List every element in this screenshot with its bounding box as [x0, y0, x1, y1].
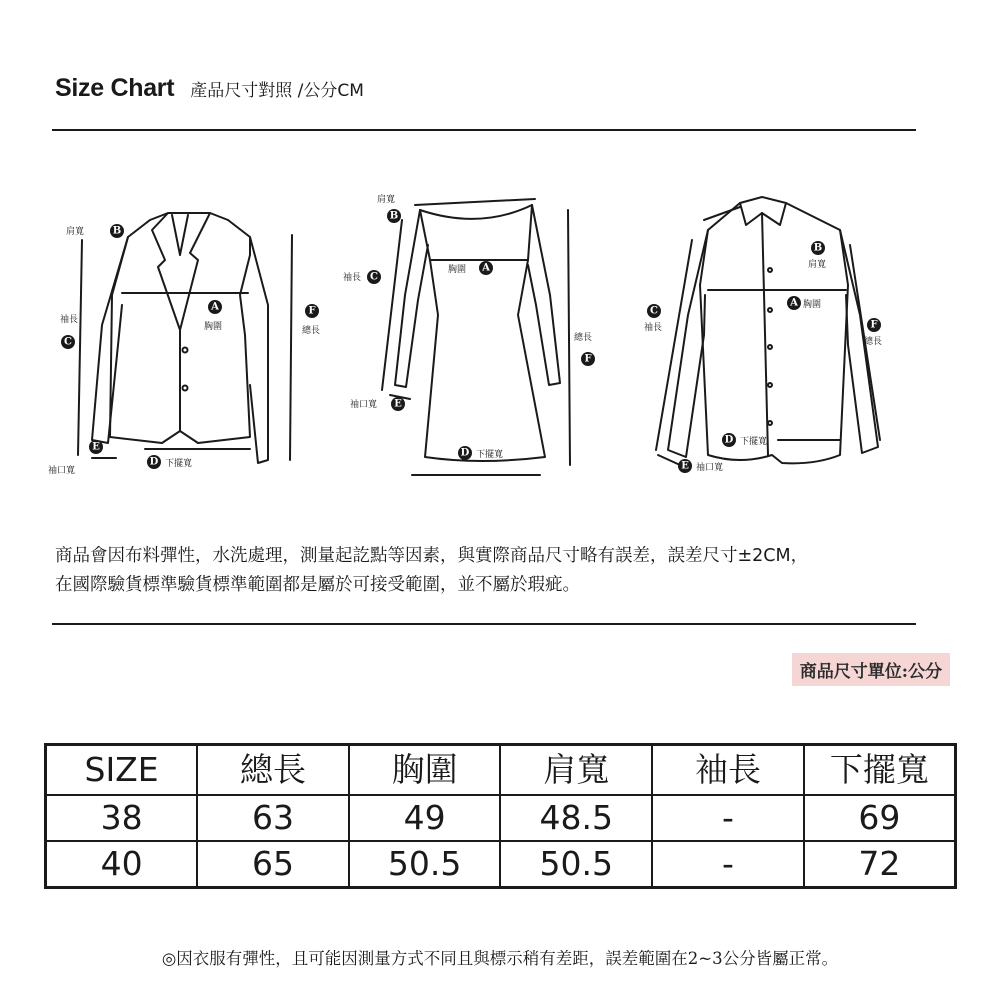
header-hem: 下擺寬 [804, 745, 956, 796]
divider-top [52, 129, 916, 131]
unit-badge: 商品尺寸單位:公分 [792, 653, 950, 686]
svg-text:C: C [650, 305, 658, 317]
jacket-marker-f [305, 304, 319, 318]
table-cell: 69 [804, 795, 956, 841]
svg-text:E: E [681, 460, 689, 472]
table-cell: 50.5 [349, 841, 501, 888]
shirt-marker-d [722, 433, 736, 447]
table-cell: 49 [349, 795, 501, 841]
svg-text:C: C [64, 336, 72, 348]
table-cell: - [652, 795, 804, 841]
dress-marker-d [458, 446, 472, 460]
svg-text:F: F [308, 305, 316, 317]
svg-text:F: F [870, 319, 878, 331]
dress-marker-b [387, 209, 401, 223]
page-header [55, 74, 364, 106]
measurement-note [55, 542, 990, 600]
svg-text:B: B [112, 225, 122, 237]
table-cell: 63 [197, 795, 349, 841]
dress-marker-e [391, 397, 405, 411]
table-row [46, 795, 956, 841]
jacket-label-chest: 胸圍 [204, 322, 223, 332]
shirt-diagram [644, 197, 882, 473]
table-cell: 38 [46, 795, 198, 841]
header-size: SIZE [46, 745, 198, 796]
table-cell: 48.5 [500, 795, 652, 841]
header-chest: 胸圍 [349, 745, 501, 796]
dress-label-cuff: 袖口寬 [350, 400, 378, 410]
shirt-label-sleeve: 袖長 [644, 323, 663, 333]
jacket-marker-e [89, 440, 103, 454]
jacket-label-hem: 下擺寬 [165, 459, 193, 469]
dress-label-length: 總長 [574, 333, 593, 343]
header-length: 總長 [197, 745, 349, 796]
header-shoulder: 肩寬 [500, 745, 652, 796]
size-table [44, 743, 957, 889]
svg-text:B: B [389, 210, 399, 222]
jacket-marker-c [61, 335, 75, 349]
shirt-label-shoulder: 肩寬 [808, 260, 827, 270]
table-header-row [46, 745, 956, 796]
divider-bottom [52, 623, 916, 625]
svg-text:E: E [394, 398, 402, 410]
jacket-marker-b [110, 224, 124, 238]
table-cell: 65 [197, 841, 349, 888]
jacket-marker-a [208, 300, 222, 314]
table-cell: 50.5 [500, 841, 652, 888]
jacket-marker-d [147, 455, 161, 469]
svg-text:A: A [790, 297, 798, 309]
title-chinese: 產品尺寸對照 /公分CM [190, 81, 364, 101]
note-line-2: 在國際驗貨標準驗貨標準範圍都是屬於可接受範圍，並不屬於瑕疵。 [55, 575, 580, 595]
shirt-label-cuff: 袖口寬 [696, 463, 724, 473]
svg-text:A: A [211, 301, 219, 313]
title-english: Size Chart [55, 74, 175, 102]
shirt-label-chest: 胸圍 [803, 300, 822, 310]
shirt-marker-c [647, 304, 661, 318]
svg-text:F: F [584, 353, 592, 365]
note-line-1: 商品會因布料彈性，水洗處理，測量起訖點等因素，與實際商品尺寸略有誤差，誤差尺寸±2CM， [55, 546, 809, 566]
dress-label-sleeve: 袖長 [343, 273, 362, 283]
dress-diagram [343, 193, 595, 475]
table-cell: 40 [46, 841, 198, 888]
dress-label-shoulder: 肩寬 [377, 195, 396, 205]
shirt-marker-b [811, 241, 825, 255]
shirt-marker-e [678, 459, 692, 473]
table-cell: - [652, 841, 804, 888]
shirt-label-hem: 下擺寬 [740, 437, 768, 447]
svg-text:B: B [813, 242, 823, 254]
shirt-marker-a [787, 296, 801, 310]
shirt-label-length: 總長 [864, 337, 883, 347]
jacket-diagram [48, 213, 320, 476]
table-row [46, 841, 956, 888]
svg-text:D: D [724, 434, 734, 446]
dress-marker-f [581, 352, 595, 366]
svg-text:C: C [370, 271, 378, 283]
dress-label-chest: 胸圍 [448, 265, 467, 275]
garment-diagrams [40, 185, 940, 490]
svg-text:D: D [460, 447, 470, 459]
header-sleeve: 袖長 [652, 745, 804, 796]
dress-label-hem: 下擺寬 [476, 450, 504, 460]
svg-text:E: E [92, 441, 100, 453]
jacket-label-shoulder: 肩寬 [66, 227, 85, 237]
dress-marker-c [367, 270, 381, 284]
svg-text:D: D [149, 456, 159, 468]
shirt-marker-f [867, 318, 881, 332]
footer-note: ◎因衣服有彈性，且可能因測量方式不同且與標示稍有差距，誤差範圍在2~3公分皆屬正常。 [161, 949, 839, 968]
jacket-label-cuff: 袖口寬 [48, 466, 76, 476]
table-cell: 72 [804, 841, 956, 888]
svg-text:A: A [482, 262, 490, 274]
jacket-label-sleeve: 袖長 [60, 315, 79, 325]
jacket-label-length: 總長 [302, 326, 321, 336]
dress-marker-a [479, 261, 493, 275]
